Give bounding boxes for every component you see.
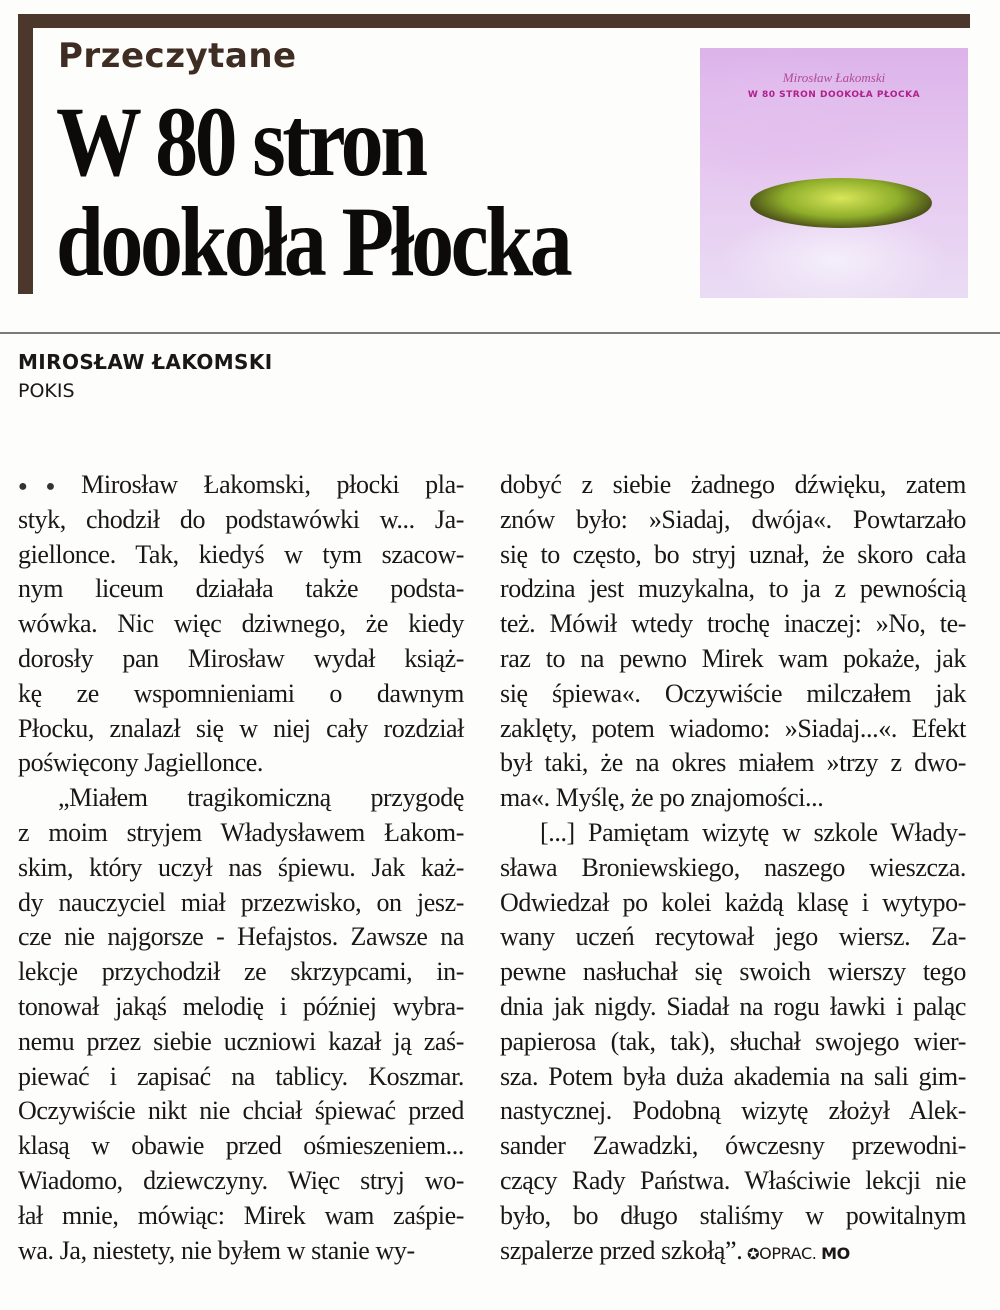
text-line [500,781,966,816]
text-line [500,538,966,573]
text-line [500,886,966,921]
text-line-content: dorosły pan Mirosław wydał książ- [18,643,464,673]
text-line-content: klasą w obawie przed ośmieszeniem... [18,1131,464,1161]
text-line-content: dobyć z siebie żadnego dźwięku, zatem [500,470,966,499]
text-line [500,607,966,642]
text-line [500,468,966,503]
text-line-content: sława Broniewskiego, naszego wieszcza. [500,852,966,882]
text-line-content: piewać i zapisać na tablicy. Koszmar. [18,1061,464,1091]
text-line-content: nastycznej. Podobną wizytę złożył Alek- [500,1096,966,1126]
text-line [18,990,464,1025]
text-line-content: raz to na pewno Mirek wam pokaże, jak [500,643,966,673]
text-line-content: cze nie najgorsze - Hefajstos. Zawsze na [18,922,464,952]
text-line [18,468,464,503]
text-line [500,816,966,851]
signature-initials: MO [821,1243,850,1263]
text-line [18,746,464,781]
text-line-content: znów było: »Siadaj, dwója«. Powtarzało [500,504,966,534]
text-line [18,1129,464,1164]
article-column-2 [500,468,966,1268]
text-line [18,1025,464,1060]
text-line-content: poświęcony Jagiellonce. [18,748,263,778]
text-line [18,955,464,990]
signature [742,1244,850,1263]
cover-author: Mirosław Łakomski [782,70,886,85]
text-line-content: rodzina jest muzykalna, to ja z pewnością [500,574,966,604]
text-line [18,781,464,816]
text-line [500,1164,966,1199]
text-line [18,1060,464,1095]
text-line-content: wany uczeń recytował jego wiersz. Za- [500,922,966,952]
text-line [500,642,966,677]
text-line [18,503,464,538]
text-line [500,1234,966,1269]
text-line [500,920,966,955]
text-line [500,1060,966,1095]
article-column-1 [18,468,464,1268]
text-line-content: styk, chodził do podstawówki w... Ja- [18,504,464,534]
text-line [18,572,464,607]
headline-line-1: W 80 stron [56,86,425,197]
text-line-content: Płocku, znalazł się w niej cały rozdział [18,713,464,743]
text-line [500,990,966,1025]
signature-label: OPRAC. [759,1243,817,1263]
text-line [18,816,464,851]
text-line-content: papierosa (tak, tak), słuchał swojego wier- [500,1026,966,1056]
header-frame-left [18,14,33,294]
text-line-content: pewne nasłuchał się swoich wierszy tego [500,957,966,987]
byline-source: POKIS [18,380,75,402]
text-line-content: się to często, bo stryj uznał, że skoro cała [500,539,966,569]
text-line-content: nemu przez siebie uczniowi kazał ją zaś- [18,1026,464,1056]
text-line [500,955,966,990]
text-line-content: był taki, że na okres miałem »trzy z dwo- [500,748,966,778]
text-line-content: kę ze wspomnieniami o dawnym [18,678,464,708]
text-line-content: łał mnie, mówiąc: Mirek wam zaśpie- [18,1200,464,1230]
text-line-content: skim, który uczył nas śpiewu. Jak każ- [18,852,464,882]
text-line-content: tonował jakąś melodię i później wybra- [18,991,464,1021]
text-line-content: było, bo długo staliśmy w powitalnym [500,1200,966,1230]
text-line [500,851,966,886]
text-line [18,1094,464,1129]
text-line-content: dy nauczyciel miał przezwisko, on jesz- [18,887,464,917]
text-line [18,538,464,573]
text-line-content: Odwiedzał po kolei każdą klasę i wytypo- [500,887,966,917]
text-line-content: się śpiewa«. Oczywiście milczałem jak [500,678,966,708]
text-line [500,503,966,538]
headline [56,86,570,297]
header-frame-top [18,14,970,28]
text-line [18,642,464,677]
text-line [18,607,464,642]
bullet-icon: ●● [18,478,74,495]
text-line [500,677,966,712]
floating-island-illustration [750,178,932,228]
text-line [500,1199,966,1234]
divider [0,332,1000,334]
text-line-content: nym liceum działała także podsta- [18,574,464,604]
text-line-content: Mirosław Łakomski, płocki pla- [81,470,464,499]
text-line [18,851,464,886]
byline-author: MIROSŁAW ŁAKOMSKI [18,350,273,374]
text-line-content: z moim stryjem Władysławem Łakom- [18,817,464,847]
text-line [18,1199,464,1234]
text-line-content: szpalerze przed szkołą”. [500,1235,743,1265]
text-line-content: zaklęty, potem wiadomo: »Siadaj...«. Efekt [500,713,966,743]
text-line [500,1025,966,1060]
text-line-content: wa. Ja, niestety, nie byłem w stanie wy- [18,1235,415,1265]
book-cover-image [700,48,968,298]
signature-dot-icon: ✪ [747,1244,760,1263]
text-line [500,1129,966,1164]
text-line-content: ma«. Myślę, że po znajomości... [500,783,824,813]
text-line-content: czący Rady Państwa. Właściwie lekcji nie [500,1165,966,1195]
text-line [18,1234,464,1269]
text-line [18,920,464,955]
text-line-content: „Miałem tragikomiczną przygodę [58,783,464,813]
text-line [18,712,464,747]
text-line-content: sander Zawadzki, ówczesny przewodni- [500,1131,966,1161]
text-line [500,572,966,607]
section-kicker: Przeczytane [58,36,297,76]
text-line [500,1094,966,1129]
text-line-content: dnia jak nigdy. Siadał na rogu ławki i paląc [500,991,966,1021]
text-line [18,677,464,712]
text-line-content: też. Mówił wtedy trochę inaczej: »No, te- [500,609,966,639]
text-line-content: Oczywiście nikt nie chciał śpiewać przed [18,1096,464,1126]
text-line-content: Wiadomo, dziewczyny. Więc stryj wo- [18,1165,464,1195]
text-line [18,1164,464,1199]
headline-line-2: dookoła Płocka [56,186,570,297]
text-line [18,886,464,921]
text-line-content: giellonce. Tak, kiedyś w tym szacow- [18,539,464,569]
text-line-content: [...] Pamiętam wizytę w szkole Włady- [540,817,966,847]
text-line [500,746,966,781]
text-line [500,712,966,747]
cover-title: W 80 STRON DOOKOŁA PŁOCKA [747,90,921,100]
text-line-content: wówka. Nic więc dziwnego, że kiedy [18,609,464,639]
text-line-content: sza. Potem była duża akademia na sali gim- [500,1061,966,1091]
text-line-content: lekcje przychodził ze skrzypcami, in- [18,957,464,987]
